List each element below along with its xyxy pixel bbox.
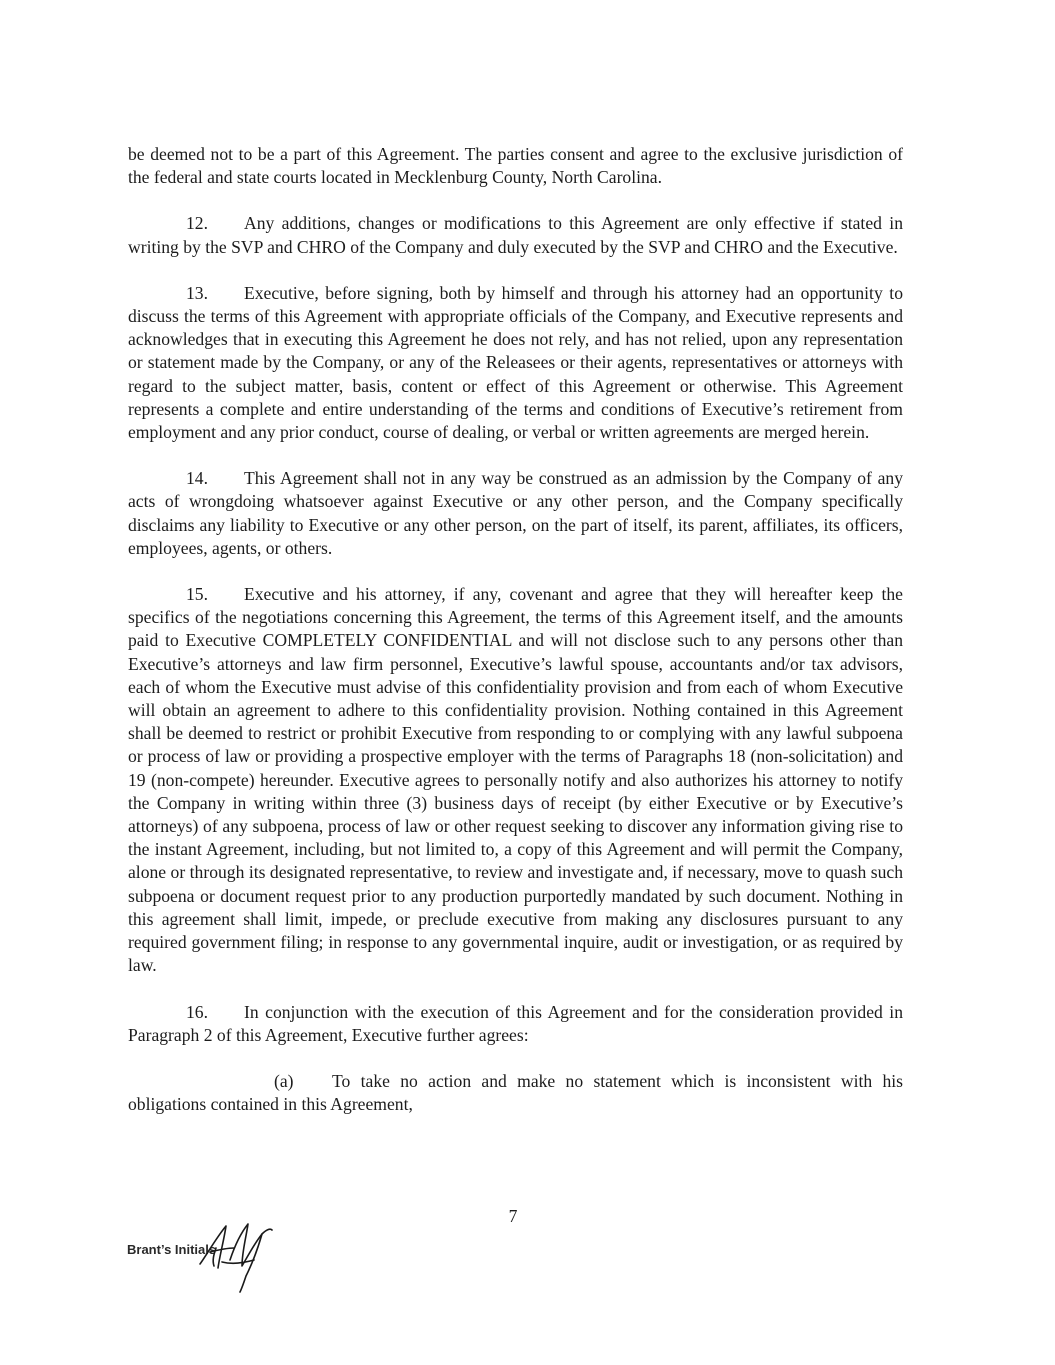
- paragraph-14: [128, 467, 903, 560]
- page-number: 7: [508, 1206, 518, 1226]
- paragraph-text: Executive, before signing, both by himself and through his attorney had an opportunity to discuss the terms of this Agreement with appropriate officials of the Company, and Executive represents and acknowledges that in executing this Agreement he does not rely, and has not relied, upon any representation or statement made by the Company, or any of the Releasees or their agents, representatives or attorneys with regard to the subject matter, basis, content or effect of this Agreement or otherwise. This Agreement represents a complete and entire understanding of the terms and conditions of Executive’s retirement from employment and any prior conduct, course of dealing, or verbal or written agreements are merged herein.: [128, 282, 903, 443]
- paragraph-number: 14.: [186, 468, 208, 489]
- paragraph-text: In conjunction with the execution of this Agreement and for the consideration provided in Paragraph 2 of this Agreement, Executive further agrees:: [128, 1001, 903, 1045]
- intro-paragraph: [128, 143, 903, 189]
- paragraph-15: [128, 583, 903, 977]
- document-body: [128, 143, 903, 1139]
- paragraph-number: 15.: [186, 584, 208, 605]
- paragraph-13: [128, 282, 903, 444]
- paragraph-number: 13.: [186, 282, 208, 303]
- paragraph-12: [128, 212, 903, 258]
- subparagraph-label: (a): [274, 1070, 294, 1091]
- handwritten-initials-signature: [196, 1218, 276, 1294]
- paragraph-number: 12.: [186, 213, 208, 234]
- paragraph-16: [128, 1001, 903, 1047]
- initials-label: Brant’s Initials: [127, 1242, 217, 1257]
- paragraph-text: Any additions, changes or modifications to this Agreement are only effective if stated in writing by the SVP and CHRO of the Company and duly executed by the SVP and CHRO and the Executive.: [128, 213, 903, 257]
- paragraph-number: 16.: [186, 1001, 208, 1022]
- subparagraph-text: To take no action and make no statement which is inconsistent with his obligations contained in this Agreement,: [128, 1070, 903, 1115]
- intro-paragraph-text: be deemed not to be a part of this Agreement. The parties consent and agree to the exclusive jurisdiction of the federal and state courts located in Mecklenburg County, North Carolina.: [128, 144, 903, 188]
- paragraph-text: This Agreement shall not in any way be construed as an admission by the Company of any acts of wrongdoing whatsoever against Executive or any other person, and the Company specifically disclaims any liability to Executive or any other person, on the part of itself, its parent, affiliates, its officers, employees, agents, or others.: [128, 468, 903, 558]
- subparagraph-a: [128, 1070, 903, 1116]
- paragraph-text: Executive and his attorney, if any, covenant and agree that they will hereafter keep the specifics of the negotiations concerning this Agreement, the terms of this Agreement itself, and the amounts paid to Executive COMPLETELY CONFIDENTIAL and will not disclose such to any persons other than Executive’s attorneys and law firm personnel, Executive’s lawful spouse, accountants and/or tax advisors, each of whom the Executive must advise of this confidentiality provision and from each of whom Executive will obtain an agreement to adhere to this confidentiality provision. Nothing contained in this Agreement shall be deemed to restrict or prohibit Executive from responding to or complying with any lawful subpoena or process of law or providing a prospective employer with the terms of Paragraphs 18 (non-solicitation) and 19 (non-compete) hereunder. Executive agrees to personally notify and also authorizes his attorney to notify the Company in writing within three (3) business days of receipt (by either Executive or by Executive’s attorneys) of any subpoena, process of law or other request seeking to discover any information giving rise to the instant Agreement, including, but not limited to, a copy of this Agreement and will permit the Company, alone or through its designated representative, to review and investigate and, if necessary, move to quash such subpoena or document request prior to any production purportedly mandated by such document. Nothing in this agreement shall limit, impede, or preclude executive from making any disclosures pursuant to any required government filing; in response to any governmental inquire, audit or investigation, or as required by law.: [128, 584, 903, 976]
